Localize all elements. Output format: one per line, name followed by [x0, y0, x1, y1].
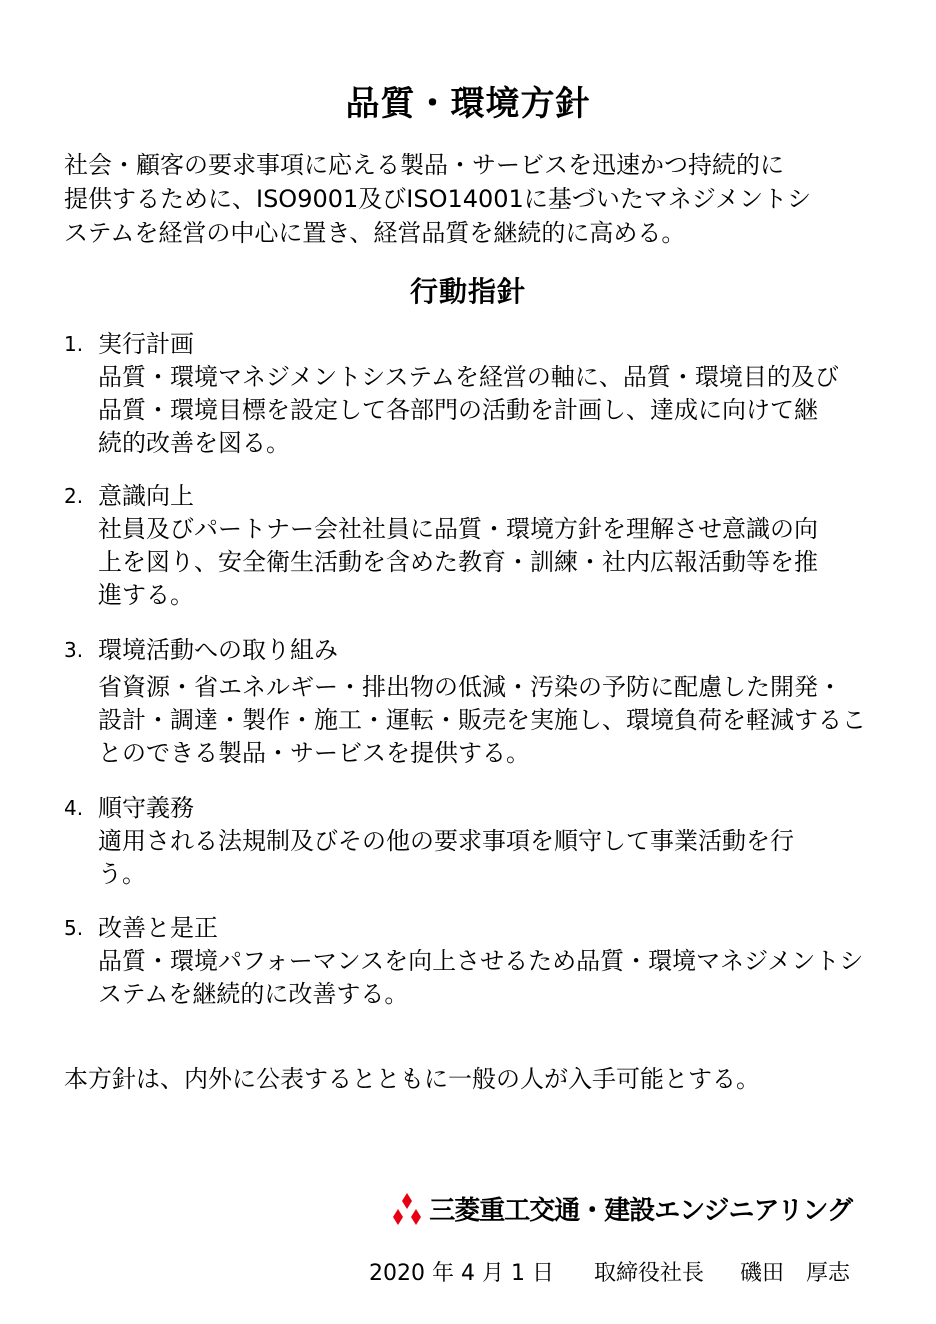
- item-heading-row: [64, 912, 874, 945]
- diamond-left: [393, 1209, 403, 1225]
- item-body: [98, 361, 874, 460]
- item-line: 続的改善を図る。: [98, 429, 290, 457]
- item-number: 5.: [64, 916, 84, 940]
- item-line: 省資源・省エネルギー・排出物の低減・汚染の予防に配慮した開発・: [98, 673, 842, 701]
- item-heading: 環境活動への取り組み: [98, 636, 338, 664]
- item-line: 社員及びパートナー会社社員に品質・環境方針を理解させ意識の向: [98, 515, 818, 543]
- policy-item-5: [64, 912, 874, 1011]
- diamond-right: [411, 1209, 421, 1225]
- policy-item-3: [64, 634, 874, 770]
- item-body: [98, 671, 874, 770]
- issue-date: 2020 年 4 月 1 日: [369, 1261, 554, 1286]
- diamond-top: [402, 1193, 412, 1209]
- document-title: 品質・環境方針: [345, 84, 591, 124]
- policy-item-4: [64, 792, 874, 891]
- item-number: 3.: [64, 638, 84, 662]
- item-heading-row: [64, 634, 874, 667]
- intro-line: 提供するために、ISO9001及びISO14001に基づいたマネジメントシ: [64, 185, 812, 213]
- item-number: 4.: [64, 796, 84, 820]
- intro-paragraph: [64, 148, 864, 250]
- item-body: [98, 513, 874, 612]
- item-line: う。: [98, 860, 146, 888]
- section-title: 行動指針: [409, 275, 526, 308]
- item-heading-row: [64, 480, 874, 513]
- item-heading-row: [64, 792, 874, 825]
- item-line: 適用される法規制及びその他の要求事項を順守して事業活動を行: [98, 827, 794, 855]
- item-line: 進する。: [98, 581, 194, 609]
- item-line: 上を図り、安全衛生活動を含めた教育・訓練・社内広報活動等を推: [98, 548, 818, 576]
- item-line: とのできる製品・サービスを提供する。: [98, 739, 530, 767]
- policy-item-2: [64, 480, 874, 612]
- item-heading: 改善と是正: [98, 914, 218, 942]
- item-heading-row: [64, 328, 874, 361]
- item-heading: 実行計画: [98, 330, 194, 358]
- item-heading: 意識向上: [98, 482, 194, 510]
- item-body: [98, 945, 874, 1011]
- item-line: ステムを継続的に改善する。: [98, 980, 409, 1008]
- three-diamonds-icon: [389, 1193, 425, 1225]
- item-number: 2.: [64, 484, 84, 508]
- item-heading: 順守義務: [98, 794, 194, 822]
- intro-line: 社会・顧客の要求事項に応える製品・サービスを迅速かつ持続的に: [64, 151, 784, 179]
- signature-line: [369, 1256, 850, 1287]
- policy-item-1: [64, 328, 874, 460]
- intro-line: ステムを経営の中心に置き、経営品質を継続的に高める。: [64, 219, 686, 247]
- spacer: [554, 1256, 594, 1287]
- item-number: 1.: [64, 332, 84, 356]
- company-name: 三菱重工交通・建設エンジニアリング: [429, 1196, 852, 1226]
- signer-position: 取締役社長: [593, 1261, 704, 1286]
- item-line: 品質・環境マネジメントシステムを経営の軸に、品質・環境目的及び: [98, 363, 839, 391]
- closing-statement: 本方針は、内外に公表するとともに一般の人が入手可能とする。: [64, 1065, 760, 1093]
- signer-name: 磯田 厚志: [739, 1261, 850, 1286]
- item-line: 設計・調達・製作・施工・運転・販売を実施し、環境負荷を軽減するこ: [98, 706, 866, 734]
- spacer: [704, 1256, 740, 1287]
- item-line: 品質・環境パフォーマンスを向上させるため品質・環境マネジメントシ: [98, 947, 864, 975]
- item-body: [98, 825, 874, 891]
- company-logo: [389, 1190, 852, 1227]
- item-line: 品質・環境目標を設定して各部門の活動を計画し、達成に向けて継: [98, 396, 818, 424]
